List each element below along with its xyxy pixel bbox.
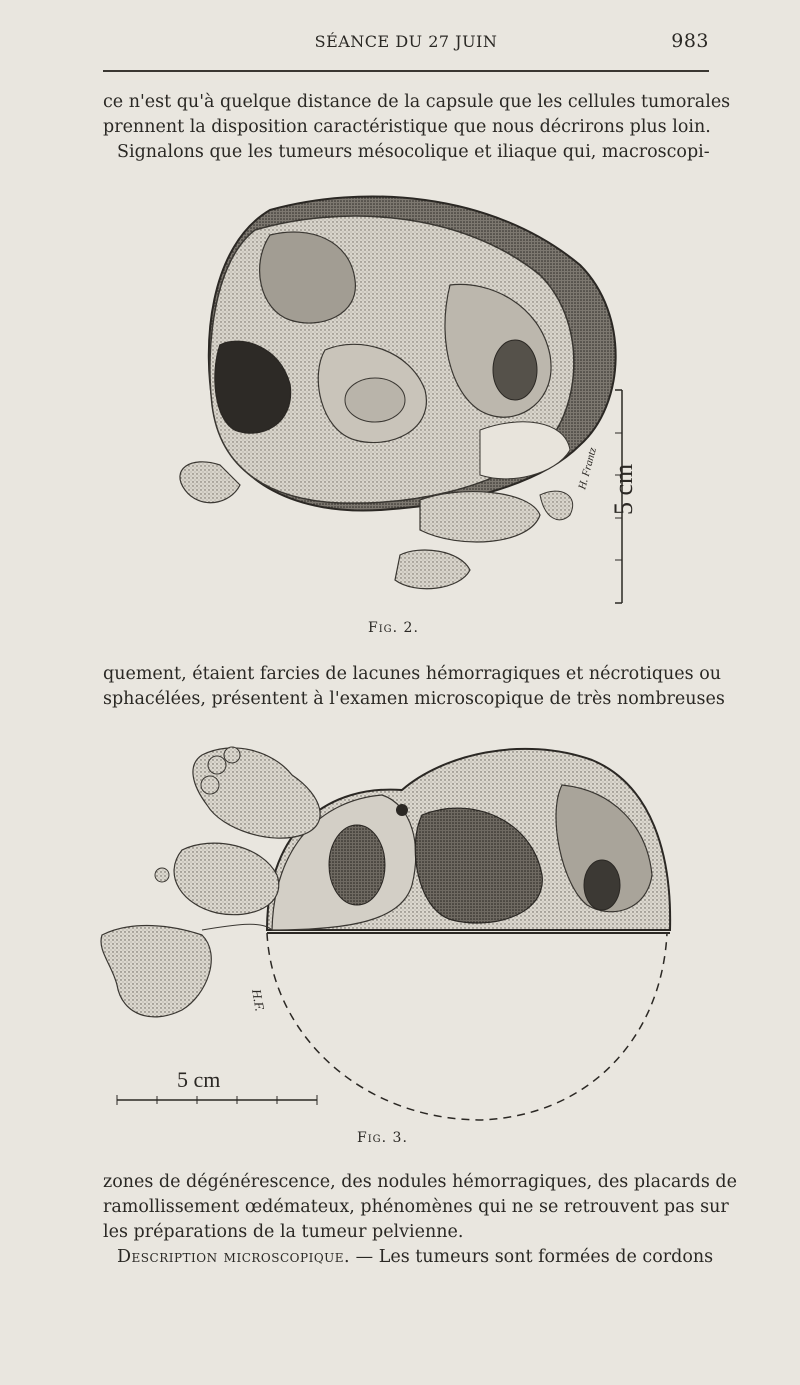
text-line: ramollissement œdémateux, phénomènes qui ne se retrouvent pas sur [103,1197,729,1217]
text-line: quement, étaient farcies de lacunes hémorragiques et nécrotiques ou [103,664,722,684]
figure-2-signature: H. Frantz [576,446,599,491]
text-line: sphacélées, présentent à l'examen microscopique de très nombreuses [103,689,725,709]
figure-2-caption: Fig. 2. [368,620,419,636]
paragraph-2 [103,662,725,712]
text-line: zones de dégénérescence, des nodules hémorragiques, des placards de [103,1172,737,1192]
running-header [103,30,709,56]
figure-2-illustration [160,185,640,615]
section-text: — Les tumeurs sont formées de cordons [350,1247,714,1267]
figure-3-scale-label: 5 cm [177,1067,221,1092]
figure-2-scale-label: 5 cm [609,463,638,515]
section-heading: Description microscopique. [117,1247,351,1267]
figure-3-caption: Fig. 3. [357,1130,408,1146]
figure-3-illustration [92,735,682,1125]
text-line: ce n'est qu'à quelque distance de la capsule que les cellules tumorales [103,92,731,112]
figure-3-signature: H.F. [249,987,268,1013]
text-line: Signalons que les tumeurs mésocolique et iliaque qui, macroscopi- [117,142,710,162]
text-line [103,1245,714,1270]
header-rule [103,70,709,72]
paragraph-1 [103,90,731,165]
running-title: SÉANCE DU 27 JUIN [314,32,498,51]
text-line: prennent la disposition caractéristique que nous décrirons plus loin. [103,117,711,137]
paragraph-3 [103,1170,737,1270]
text-line: les préparations de la tumeur pelvienne. [103,1222,464,1242]
page-number: 983 [671,30,709,52]
